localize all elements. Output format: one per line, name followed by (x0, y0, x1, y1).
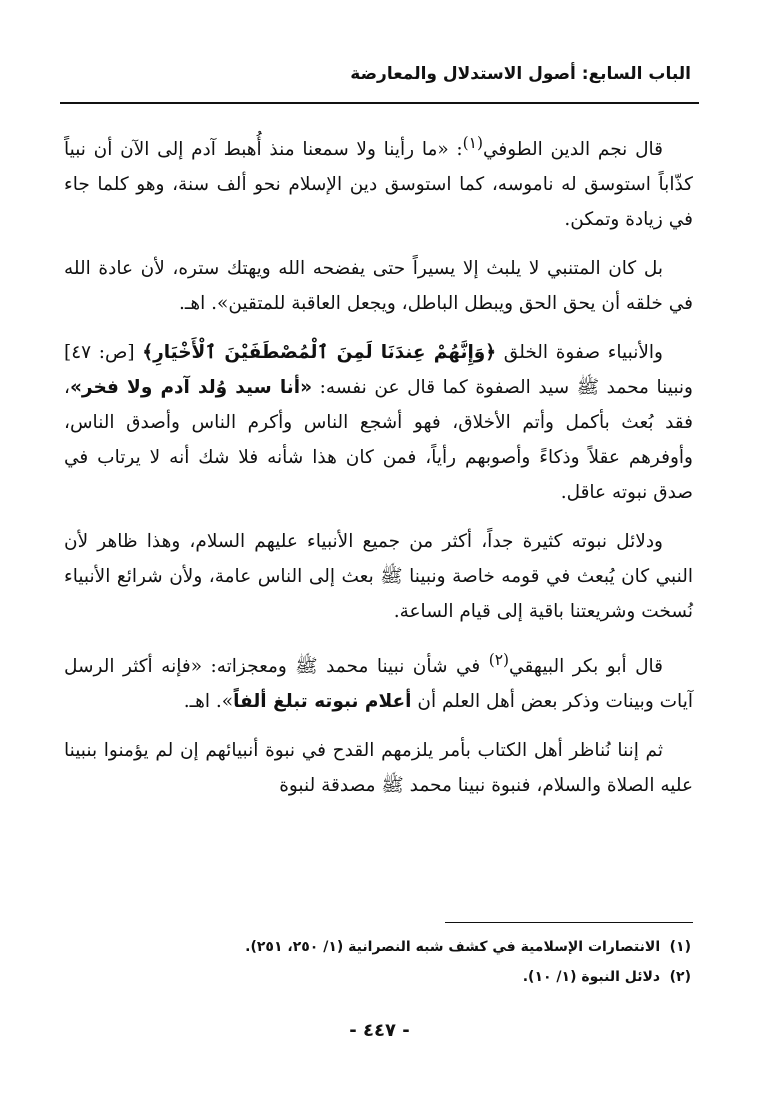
text-run: بل كان المتنبي لا يلبث إلا يسيراً حتى يفضحه الله ويهتك ستره، لأن عادة الله في خلقه أن يحق الحق ويبطل الباطل، ويجعل العاقبة للمتقين». اهـ. (64, 258, 693, 315)
footnote-ref: (٢) (488, 651, 510, 670)
footnotes (120, 932, 691, 992)
text-run: ودلائل نبوته كثيرة جداً، أكثر من جميع الأنبياء عليهم السلام، وهذا ظاهر لأن النبي كان يُبعث في قومه خاصة ونبينا ﷺ بعث إلى الناس عامة، ولأن شرائع الأنبياء نُسخت وشريعتنا باقية إلى قيام الساعة. (64, 531, 693, 623)
text-run: [ص: ٤٧] ونبينا محمد ﷺ سيد الصفوة كما قال عن نفسه: (64, 342, 693, 399)
paragraph (64, 335, 693, 510)
text-run: : «ما رأينا ولا سمعنا منذ أُهبط آدم إلى الآن أن نبياً كذّاباً استوسق له ناموسه، كما استوسق دين الإسلام نحو ألف سنة، وهو كلما جاء في زيادة وتمكن. (64, 139, 693, 231)
paragraph (64, 643, 693, 719)
main-text (64, 126, 693, 817)
footnote-ref: (١) (462, 134, 483, 152)
footnote-text: دلائل النبوة (١/ ١٠). (522, 969, 661, 985)
paragraph (64, 251, 693, 321)
text-run: ». اهـ. (183, 691, 234, 713)
text-run: ، فقد بُعث بأكمل وأتم الأخلاق، فهو أشجع الناس وأكرم الناس وأصدق الناس، وأوفرهم عقلاً وذكاءً وأصوبهم رأياً، فمن كان هذا شأنه فلا شك أنه لا يرتاب في صدق نبوته عاقل. (64, 377, 693, 504)
text-run: قال أبو بكر البيهقي (509, 656, 663, 678)
footnote-2 (120, 962, 691, 992)
footnote-text: الانتصارات الإسلامية في كشف شبه النصرانية (١/ ٢٥٠، ٢٥١). (245, 939, 661, 955)
footnote-divider (445, 922, 693, 923)
text-run: والأنبياء صفوة الخلق (496, 342, 663, 364)
paragraph (64, 126, 693, 237)
text-run: ثم إننا نُناظر أهل الكتاب بأمر يلزمهم القدح في نبوة أنبيائهم إن لم يؤمنوا بنبينا عليه الصلاة والسلام، فنبوة نبينا محمد ﷺ مصدقة لنبوة (64, 740, 693, 797)
page-number: - ٤٤٧ - (349, 1020, 410, 1041)
footnote-1 (120, 932, 691, 962)
text-run: في شأن نبينا محمد ﷺ ومعجزاته: «فإنه أكثر الرسل آيات وبينات وذكر بعض أهل العلم أن (64, 656, 693, 713)
text-run: قال نجم الدين الطوفي (482, 139, 663, 161)
footnote-number: (٢) (669, 969, 691, 985)
bold-text: «أنا سيد وُلد آدم ولا فخر» (69, 377, 313, 399)
paragraph (64, 524, 693, 629)
running-header: الباب السابع: أصول الاستدلال والمعارضة (350, 64, 691, 84)
bold-text: أعلام نبوته تبلغ ألفاً (233, 691, 412, 713)
paragraph (64, 733, 693, 803)
footnote-number: (١) (669, 939, 691, 955)
bold-text: ﴿وَإِنَّهُمْ عِندَنَا لَمِنَ ٱلْمُصْطَفَيْنَ ٱلْأَخْيَارِ﴾ (142, 342, 497, 364)
header-divider (60, 102, 699, 104)
